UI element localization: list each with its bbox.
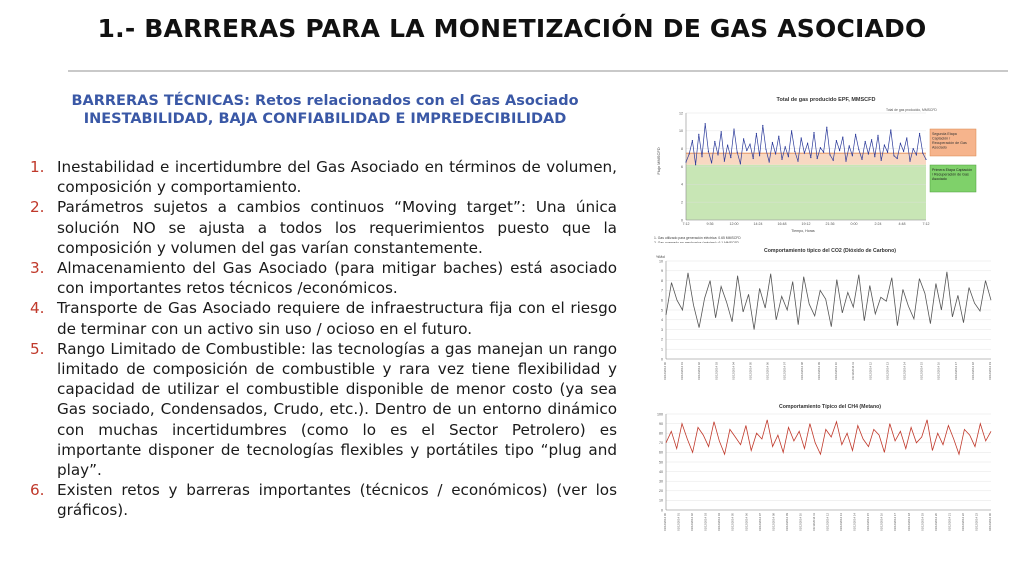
data-point bbox=[737, 152, 738, 153]
data-point bbox=[881, 160, 882, 161]
y-tick-label: 0 bbox=[681, 218, 683, 223]
chart-title: Comportamiento Típico del CH4 (Metano) bbox=[778, 404, 882, 410]
y-tick-label: 2 bbox=[661, 337, 663, 342]
data-point bbox=[839, 150, 840, 151]
data-point bbox=[855, 134, 856, 135]
subtitle bbox=[30, 92, 620, 128]
x-tick-label: 01/12/2014 18 bbox=[906, 513, 911, 531]
gas-production-chart bbox=[650, 93, 1000, 245]
list-item bbox=[30, 157, 617, 197]
data-point bbox=[797, 161, 798, 162]
item-number: 1. bbox=[30, 158, 45, 176]
y-tick-label: 0 bbox=[661, 508, 663, 513]
y-tick-label: 5 bbox=[661, 308, 663, 313]
x-tick-label: 01/12/2014 16 bbox=[879, 513, 884, 531]
x-tick-label: 01/12/2014 11 bbox=[851, 362, 856, 380]
x-tick-label: 01/12/2014 02 bbox=[690, 513, 695, 531]
chart-legend: Total de gas producido, MMSCFD bbox=[886, 108, 937, 112]
x-tick-label: 01/12/2014 05 bbox=[748, 362, 753, 380]
data-point bbox=[714, 141, 715, 142]
data-point bbox=[916, 154, 917, 155]
x-tick-label: 01/12/2014 04 bbox=[731, 362, 736, 380]
data-point bbox=[685, 161, 686, 162]
band-low bbox=[686, 165, 926, 220]
x-tick-label: 01/12/2014 12 bbox=[868, 362, 873, 380]
list-item bbox=[30, 197, 617, 258]
data-point bbox=[807, 143, 808, 144]
chart-title: Comportamiento típico del CO2 (Dióxido de Carbono) bbox=[764, 248, 896, 254]
x-tick-label: 12:00 bbox=[729, 222, 739, 226]
y-tick-label: 10 bbox=[679, 129, 683, 134]
y-tick-label: 100 bbox=[657, 412, 663, 417]
data-point bbox=[865, 141, 866, 142]
data-point bbox=[884, 145, 885, 146]
y-tick-label: 6 bbox=[661, 298, 663, 303]
data-point bbox=[823, 152, 824, 153]
data-point bbox=[887, 152, 888, 153]
subtitle-line-1: BARRERAS TÉCNICAS: Retos relacionados con el Gas Asociado bbox=[71, 93, 579, 109]
data-point bbox=[829, 154, 830, 155]
subtitle-line-2: INESTABILIDAD, BAJA CONFIABILIDAD E IMPREDECIBILIDAD bbox=[83, 111, 567, 127]
band-high bbox=[686, 153, 926, 165]
item-number: 3. bbox=[30, 259, 45, 278]
y-tick-label: 12 bbox=[679, 111, 683, 116]
x-tick-label: 01/12/2014 04 bbox=[717, 513, 722, 531]
data-point bbox=[724, 161, 725, 162]
x-tick-label: 01/12/2014 06 bbox=[744, 513, 749, 531]
data-point bbox=[756, 133, 757, 134]
data-point bbox=[852, 155, 853, 156]
x-tick-label: 01/12/2014 00 bbox=[663, 362, 667, 380]
item-text: Almacenamiento del Gas Asociado (para mitigar baches) está asociado con importantes retos técnicos /económicos. bbox=[57, 259, 617, 298]
data-point bbox=[845, 161, 846, 162]
x-tick-label: 01/12/2014 03 bbox=[714, 362, 719, 380]
data-point bbox=[919, 133, 920, 134]
data-point bbox=[801, 137, 802, 138]
data-point bbox=[826, 127, 827, 128]
ch4-chart bbox=[650, 398, 995, 543]
data-point bbox=[836, 140, 837, 141]
data-point bbox=[753, 158, 754, 159]
x-tick-label: 01/12/2014 09 bbox=[816, 362, 821, 380]
x-tick-label: 7:12 bbox=[922, 222, 930, 226]
x-tick-label: 01/12/2014 20 bbox=[933, 513, 938, 531]
item-text: Existen retos y barreras importantes (técnicos / económicos) (ver los gráficos). bbox=[57, 481, 617, 520]
plot-area bbox=[679, 111, 930, 226]
data-point bbox=[913, 148, 914, 149]
x-tick-label: 01/12/2014 15 bbox=[866, 513, 871, 531]
x-tick-label: 14:24 bbox=[753, 222, 763, 226]
data-point bbox=[769, 161, 770, 162]
data-point bbox=[781, 159, 782, 160]
data-point bbox=[778, 136, 779, 137]
annotation-high-text: Segunda Etapa Captación / Recuperación de Gas Asociado bbox=[932, 132, 967, 150]
y-tick-label: 2 bbox=[681, 200, 683, 205]
y-tick-label: 6 bbox=[681, 164, 683, 169]
data-point bbox=[849, 145, 850, 146]
plot-area bbox=[657, 412, 992, 531]
y-tick-label: 4 bbox=[681, 182, 683, 187]
data-point bbox=[705, 123, 706, 124]
x-tick-label: 2:24 bbox=[874, 222, 882, 226]
list-item bbox=[30, 258, 617, 298]
item-number: 6. bbox=[30, 481, 45, 500]
data-point bbox=[749, 144, 750, 145]
y-tick-label: 60 bbox=[659, 450, 663, 455]
data-point bbox=[842, 136, 843, 137]
plot-area bbox=[659, 259, 992, 380]
y-tick-label: 10 bbox=[659, 498, 663, 503]
y-tick-label: 10 bbox=[659, 259, 663, 264]
y-tick-label: 50 bbox=[659, 460, 663, 465]
x-tick-label: 01/12/2014 18 bbox=[970, 362, 975, 380]
item-number: 4. bbox=[30, 299, 45, 318]
x-tick-label: 01/12/2014 13 bbox=[839, 513, 844, 531]
y-tick-label: 9 bbox=[661, 269, 663, 274]
x-tick-label: 01/12/2014 06 bbox=[765, 362, 770, 380]
x-tick-label: 19:12 bbox=[801, 222, 811, 226]
x-tick-label: 4:48 bbox=[898, 222, 906, 226]
x-tick-label: 01/12/2014 14 bbox=[852, 513, 857, 531]
data-point bbox=[717, 154, 718, 155]
list-item bbox=[30, 480, 617, 520]
y-tick-label: 30 bbox=[659, 479, 663, 484]
data-point bbox=[785, 146, 786, 147]
x-tick-label: 01/12/2014 16 bbox=[936, 362, 941, 380]
y-tick-label: 3 bbox=[661, 327, 663, 332]
data-point bbox=[858, 149, 859, 150]
list-item bbox=[30, 339, 617, 480]
x-tick-label: 01/12/2014 12 bbox=[825, 513, 830, 531]
data-point bbox=[900, 143, 901, 144]
data-point bbox=[861, 159, 862, 160]
data-point bbox=[692, 140, 693, 141]
x-tick-label: 7:12 bbox=[682, 222, 690, 226]
y-tick-label: 0 bbox=[661, 357, 663, 362]
data-point bbox=[762, 125, 763, 126]
x-tick-label: 01/12/2014 08 bbox=[799, 362, 804, 380]
co2-chart bbox=[650, 243, 995, 400]
x-tick-label: 0:00 bbox=[850, 222, 858, 226]
data-point bbox=[698, 134, 699, 135]
x-tick-label: 01/12/2014 05 bbox=[730, 513, 735, 531]
item-text: Rango Limitado de Combustible: las tecnologías a gas manejan un rango limitado de composición de combustible y rara vez tiene flexibilidad y capacidad de utilizar el combustible disponible de menor costo (ya sea Gas sociado, Condensados, Crudo, etc.). Dentro de un entorno dinámico con muchas incertidumbres (como lo es el Sector Petrolero) es importante disponer de tecnologías flexibles y portátiles tipo “plug and play”. bbox=[57, 339, 617, 480]
footnote: 2. Gas quemado en mechurrios (máximo): 6.1 MMSCFD bbox=[654, 241, 739, 245]
x-tick-label: 01/12/2014 19 bbox=[920, 513, 925, 531]
y-tick-label: 80 bbox=[659, 431, 663, 436]
x-tick-label: 01/12/2014 21 bbox=[947, 513, 952, 531]
item-text: Transporte de Gas Asociado requiere de infraestructura fija con el riesgo de terminar con un activo sin uso / ocioso en el futuro. bbox=[57, 299, 617, 338]
x-tick-label: 01/12/2014 00 bbox=[663, 513, 667, 531]
data-point bbox=[813, 132, 814, 133]
data-point bbox=[711, 162, 712, 163]
x-tick-label: 01/12/2014 10 bbox=[798, 513, 803, 531]
data-point bbox=[868, 153, 869, 154]
y-tick-label: 20 bbox=[659, 489, 663, 494]
data-point bbox=[922, 153, 923, 154]
data-point bbox=[810, 157, 811, 158]
x-tick-label: 9:36 bbox=[706, 222, 714, 226]
x-tick-label: 01/12/2014 10 bbox=[834, 362, 839, 380]
data-point bbox=[788, 156, 789, 157]
data-point bbox=[874, 156, 875, 157]
y-tick-label: 90 bbox=[659, 421, 663, 426]
item-text: Inestabilidad e incertidumbre del Gas Asociado en términos de volumen, composición y comportamiento. bbox=[57, 158, 617, 197]
y-axis-label: Flujo MMSCFD bbox=[656, 147, 661, 175]
y-tick-label: 8 bbox=[661, 278, 663, 283]
y-tick-label: 40 bbox=[659, 469, 663, 474]
item-number: 2. bbox=[30, 198, 45, 217]
data-point bbox=[772, 142, 773, 143]
x-tick-label: 16:48 bbox=[777, 222, 787, 226]
x-tick-label: 01/12/2014 15 bbox=[919, 362, 924, 380]
data-point bbox=[765, 149, 766, 150]
x-tick-label: 01/12/2014 09 bbox=[784, 513, 789, 531]
data-point bbox=[906, 137, 907, 138]
x-tick-label: 01/12/2014 14 bbox=[902, 362, 907, 380]
x-tick-label: 02/12/2014 00 bbox=[988, 513, 992, 531]
data-point bbox=[708, 151, 709, 152]
data-point bbox=[701, 156, 702, 157]
data-point bbox=[695, 164, 696, 165]
x-tick-label: 01/12/2014 07 bbox=[782, 362, 787, 380]
y-axis-label: %Mol bbox=[656, 255, 665, 259]
series-line bbox=[666, 420, 991, 455]
data-point bbox=[733, 128, 734, 129]
x-tick-label: 01/12/2014 13 bbox=[885, 362, 890, 380]
chart-title: Total de gas producido EPF, MMSCFD bbox=[776, 97, 876, 103]
data-point bbox=[730, 157, 731, 158]
x-tick-label: 01/12/2014 11 bbox=[811, 513, 816, 531]
x-tick-label: 01/12/2014 08 bbox=[771, 513, 776, 531]
data-point bbox=[897, 158, 898, 159]
data-point bbox=[727, 145, 728, 146]
y-tick-label: 4 bbox=[661, 318, 663, 323]
data-point bbox=[794, 151, 795, 152]
data-point bbox=[759, 155, 760, 156]
x-tick-label: 01/12/2014 01 bbox=[680, 362, 685, 380]
data-point bbox=[890, 129, 891, 130]
data-point bbox=[743, 138, 744, 139]
data-point bbox=[689, 153, 690, 154]
data-point bbox=[775, 153, 776, 154]
y-tick-label: 7 bbox=[661, 288, 663, 293]
data-point bbox=[791, 130, 792, 131]
data-point bbox=[871, 139, 872, 140]
y-tick-label: 1 bbox=[661, 347, 663, 352]
slide-title: 1.- BARRERAS PARA LA MONETIZACIÓN DE GAS ASOCIADO bbox=[97, 14, 927, 43]
data-point bbox=[893, 155, 894, 156]
data-point bbox=[903, 151, 904, 152]
data-point bbox=[925, 159, 926, 160]
data-point bbox=[804, 153, 805, 154]
data-point bbox=[817, 158, 818, 159]
data-point bbox=[721, 131, 722, 132]
title-divider bbox=[68, 70, 1008, 72]
item-number: 5. bbox=[30, 339, 45, 358]
x-axis-label: Tiempo, Horas bbox=[791, 229, 815, 233]
x-tick-label: 01/12/2014 07 bbox=[757, 513, 762, 531]
data-point bbox=[877, 135, 878, 136]
x-tick-label: 01/12/2014 02 bbox=[697, 362, 702, 380]
x-tick-label: 01/12/2014 19 bbox=[988, 362, 992, 380]
data-point bbox=[820, 147, 821, 148]
annotation-low-text: Primera Etapa Captación / Recuperación de Gas Asociado bbox=[932, 168, 973, 181]
data-point bbox=[833, 160, 834, 161]
x-tick-label: 21:36 bbox=[825, 222, 835, 226]
x-tick-label: 01/12/2014 17 bbox=[953, 362, 958, 380]
list-item bbox=[30, 298, 617, 338]
x-tick-label: 01/12/2014 03 bbox=[703, 513, 708, 531]
data-point bbox=[740, 163, 741, 164]
x-tick-label: 01/12/2014 01 bbox=[676, 513, 681, 531]
footnote: 1. Gas utilizado para generación eléctrica: 0.65 MMSCFD bbox=[654, 236, 741, 240]
y-tick-label: 8 bbox=[681, 146, 683, 151]
x-tick-label: 01/12/2014 23 bbox=[974, 513, 979, 531]
x-tick-label: 01/12/2014 17 bbox=[893, 513, 898, 531]
y-tick-label: 70 bbox=[659, 441, 663, 446]
barrier-list bbox=[30, 157, 617, 521]
x-tick-label: 01/12/2014 22 bbox=[960, 513, 965, 531]
data-point bbox=[746, 150, 747, 151]
item-text: Parámetros sujetos a cambios continuos “Moving target”: Una única solución NO se ajusta a todos los requerimientos puesto que la composición y volumen del gas varían constantemente. bbox=[57, 198, 617, 257]
data-point bbox=[909, 161, 910, 162]
